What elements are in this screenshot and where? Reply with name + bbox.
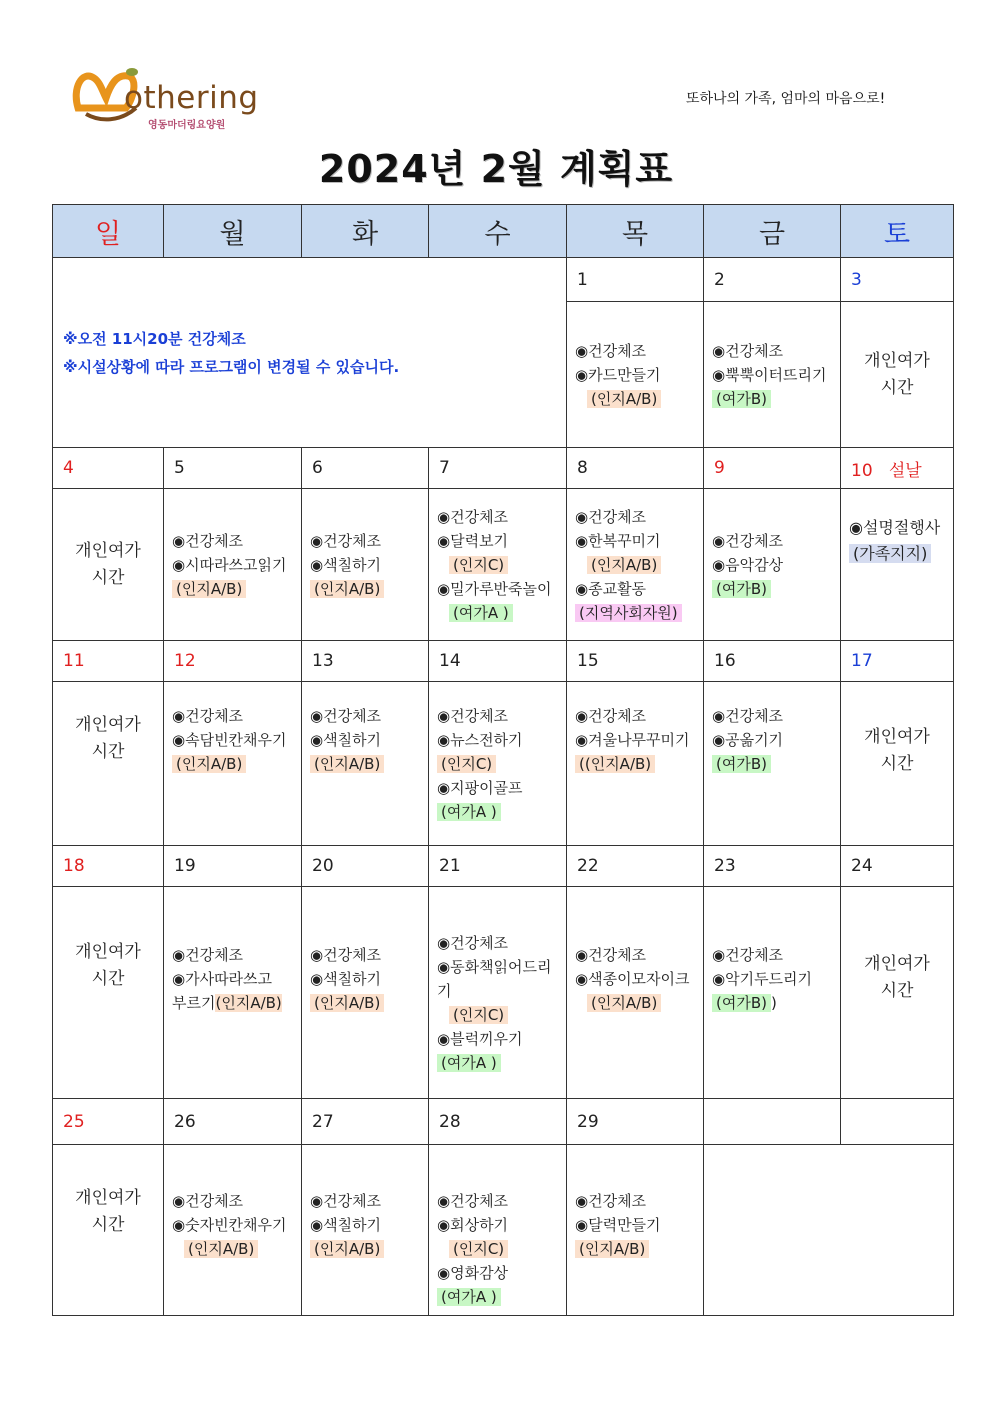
day-number: 8 — [567, 448, 704, 489]
day-number: 6 — [302, 448, 429, 489]
leisure-text: 개인여가 시간 — [75, 540, 141, 588]
weekday-thu: 목 — [567, 205, 704, 258]
week1-number-row — [53, 258, 954, 302]
weekday-header-row — [53, 205, 954, 258]
activity: ◉건강체조 — [437, 707, 509, 725]
weekday-mon: 월 — [164, 205, 302, 258]
activity: ◉색칠하기 — [310, 555, 382, 574]
activity: ◉시따라쓰고읽기 — [172, 555, 287, 574]
day-cell-20 — [302, 887, 429, 1099]
week2-content-row — [53, 489, 954, 641]
category-tag: (여가A ) — [437, 803, 501, 821]
category-tag: (인지A/B) — [575, 1240, 649, 1258]
category-tag: (여가B) — [712, 580, 771, 598]
activity: ◉달력보기 — [437, 531, 509, 550]
activity: ◉건강체조 — [437, 507, 509, 526]
day-cell-12 — [164, 682, 302, 846]
category-tag: (인지A/B) — [587, 390, 661, 408]
day-number: 16 — [704, 641, 841, 682]
activity: ◉건강체조 — [437, 1192, 509, 1210]
day-number: 9 — [704, 448, 841, 489]
activity-cont: 부르기 — [172, 994, 216, 1012]
category-tag: (인지A/B) — [587, 556, 661, 574]
empty-day — [841, 1099, 954, 1145]
activity: ◉밀가루반죽놀이 — [437, 579, 552, 598]
day-cell-15 — [567, 682, 704, 846]
day-cell-6 — [302, 489, 429, 641]
category-tag: (인지A/B) — [310, 994, 384, 1012]
weekday-tue: 화 — [302, 205, 429, 258]
category-tag: (인지A/B) — [310, 580, 384, 598]
category-tag: (인지A/B) — [184, 1240, 258, 1258]
activity: ◉종교활동 — [575, 579, 647, 598]
day-cell-29 — [567, 1145, 704, 1316]
category-tag: (여가B) — [712, 390, 771, 408]
activity: ◉건강체조 — [575, 946, 647, 964]
day-number: 20 — [302, 846, 429, 887]
activity: ◉가사따라쓰고 — [172, 970, 273, 988]
day-number: 3 — [841, 258, 954, 302]
day-cell-28 — [429, 1145, 567, 1316]
notice-line-1: ※오전 11시20분 건강체조 — [63, 329, 246, 348]
day-number: 25 — [53, 1099, 164, 1145]
day-number: 11 — [53, 641, 164, 682]
day-number: 21 — [429, 846, 567, 887]
category-tag: (인지A/B) — [310, 755, 384, 773]
day-cell-25 — [53, 1145, 164, 1316]
activity: ◉건강체조 — [310, 946, 382, 964]
day-number: 17 — [841, 641, 954, 682]
week3-number-row — [53, 641, 954, 682]
activity: ◉건강체조 — [712, 707, 784, 725]
activity: ◉건강체조 — [575, 507, 647, 526]
category-tag: (인지C) — [437, 755, 496, 773]
activity: ◉동화책읽어드리기 — [437, 958, 552, 1000]
week5-number-row — [53, 1099, 954, 1145]
day-cell-16 — [704, 682, 841, 846]
empty-day — [704, 1099, 841, 1145]
day-number-10: 10 — [851, 460, 873, 481]
activity: ◉건강체조 — [172, 707, 244, 725]
day-number: 1 — [567, 258, 704, 302]
day-cell-18 — [53, 887, 164, 1099]
day-cell-8 — [567, 489, 704, 641]
page-title: 2024년 2월 계획표 — [318, 147, 674, 191]
week4-content-row — [53, 887, 954, 1099]
activity: ◉건강체조 — [712, 341, 784, 360]
activity: ◉건강체조 — [310, 531, 382, 550]
day-number: 7 — [429, 448, 567, 489]
category-tag: (여가B) — [712, 755, 771, 773]
activity: ◉한복꾸미기 — [575, 531, 661, 550]
activity: ◉색종이모자이크 — [575, 970, 690, 988]
category-tag: (인지A/B) — [172, 580, 246, 598]
category-tag: (인지A/B) — [215, 994, 282, 1012]
leisure-text: 개인여가 시간 — [75, 1188, 141, 1235]
activity: ◉건강체조 — [575, 1192, 647, 1210]
day-cell-26 — [164, 1145, 302, 1316]
day-cell-3 — [841, 302, 954, 448]
activity: ◉건강체조 — [310, 1192, 382, 1210]
day-number: 23 — [704, 846, 841, 887]
leisure-text: 개인여가 시간 — [864, 727, 930, 774]
day-number: 4 — [53, 448, 164, 489]
week3-content-row — [53, 682, 954, 846]
activity: ◉건강체조 — [172, 531, 244, 550]
activity: ◉건강체조 — [310, 707, 382, 725]
leisure-text: 개인여가 시간 — [75, 715, 141, 762]
day-number: 26 — [164, 1099, 302, 1145]
activity: ◉색칠하기 — [310, 731, 382, 749]
activity: ◉건강체조 — [172, 946, 244, 964]
activity: ◉건강체조 — [575, 341, 647, 360]
logo — [72, 64, 292, 134]
category-tag: (지역사회자원) — [575, 604, 682, 622]
day-cell-21 — [429, 887, 567, 1099]
day-cell-4 — [53, 489, 164, 641]
activity: ◉건강체조 — [437, 934, 509, 952]
category-tag: (여가A ) — [437, 1288, 501, 1306]
calendar-table — [52, 204, 954, 1316]
category-tag: (가족지지) — [849, 544, 931, 563]
day-cell-7 — [429, 489, 567, 641]
weekday-wed: 수 — [429, 205, 567, 258]
logo-subtitle: 영동마더링요양원 — [148, 120, 226, 131]
activity: ◉공옮기기 — [712, 731, 784, 749]
empty-cell — [704, 1145, 954, 1316]
notice-cell — [53, 258, 567, 448]
category-tag: (인지A/B) — [587, 994, 661, 1012]
day-cell-14 — [429, 682, 567, 846]
activity: ◉달력만들기 — [575, 1216, 661, 1234]
activity: ◉지팡이골프 — [437, 779, 523, 797]
holiday-label: 설날 — [888, 460, 922, 481]
category-tag: ((인지A/B) — [575, 755, 655, 773]
leisure-text: 개인여가 시간 — [864, 350, 930, 398]
day-cell-11 — [53, 682, 164, 846]
activity: ◉음악감상 — [712, 555, 784, 574]
activity: ◉설명절행사 — [849, 518, 941, 537]
day-number: 15 — [567, 641, 704, 682]
day-number: 27 — [302, 1099, 429, 1145]
weekday-sun: 일 — [53, 205, 164, 258]
day-cell-5 — [164, 489, 302, 641]
activity: ◉뉴스전하기 — [437, 731, 523, 749]
activity: ◉색칠하기 — [310, 1216, 382, 1234]
stray-paren: ) — [770, 994, 777, 1012]
day-number: 2 — [704, 258, 841, 302]
day-number: 22 — [567, 846, 704, 887]
category-tag: (여가B) — [712, 994, 771, 1012]
activity: ◉건강체조 — [575, 707, 647, 725]
day-cell-23 — [704, 887, 841, 1099]
day-number: 24 — [841, 846, 954, 887]
activity: ◉영화감상 — [437, 1264, 509, 1282]
day-cell-2 — [704, 302, 841, 448]
activity: ◉회상하기 — [437, 1216, 509, 1234]
day-cell-1 — [567, 302, 704, 448]
day-cell-24 — [841, 887, 954, 1099]
activity: ◉건강체조 — [172, 1192, 244, 1210]
day-number: 13 — [302, 641, 429, 682]
day-number: 5 — [164, 448, 302, 489]
activity: ◉건강체조 — [712, 946, 784, 964]
leisure-text: 개인여가 시간 — [864, 954, 930, 1001]
day-number: 12 — [164, 641, 302, 682]
day-number: 28 — [429, 1099, 567, 1145]
activity: ◉색칠하기 — [310, 970, 382, 988]
activity: ◉속담빈칸채우기 — [172, 731, 287, 749]
weekday-sat: 토 — [841, 205, 954, 258]
category-tag: (인지C) — [449, 1240, 508, 1258]
slogan: 또하나의 가족, 엄마의 마음으로! — [686, 91, 886, 107]
category-tag: (여가A ) — [449, 604, 513, 622]
week2-number-row — [53, 448, 954, 489]
logo-word: othering — [124, 80, 259, 116]
day-cell-13 — [302, 682, 429, 846]
category-tag: (인지C) — [449, 1006, 508, 1024]
category-tag: (인지C) — [449, 556, 508, 574]
week5-content-row — [53, 1145, 954, 1316]
weekday-fri: 금 — [704, 205, 841, 258]
day-cell-17 — [841, 682, 954, 846]
week4-number-row — [53, 846, 954, 887]
leisure-text: 개인여가 시간 — [75, 942, 141, 989]
activity: ◉카드만들기 — [575, 365, 661, 384]
activity: ◉악기두드리기 — [712, 970, 813, 988]
day-number: 14 — [429, 641, 567, 682]
activity: ◉숫자빈칸채우기 — [172, 1216, 287, 1234]
day-cell-27 — [302, 1145, 429, 1316]
activity: ◉블럭끼우기 — [437, 1030, 523, 1048]
activity: ◉겨울나무꾸미기 — [575, 731, 690, 749]
category-tag: (인지A/B) — [172, 755, 246, 773]
category-tag: (인지A/B) — [310, 1240, 384, 1258]
day-cell-19 — [164, 887, 302, 1099]
activity: ◉뿍뿍이터뜨리기 — [712, 365, 827, 384]
day-cell-22 — [567, 887, 704, 1099]
day-number — [841, 448, 954, 489]
day-cell-10 — [841, 489, 954, 641]
day-number: 19 — [164, 846, 302, 887]
notice-line-2: ※시설상황에 따라 프로그램이 변경될 수 있습니다. — [63, 357, 400, 376]
day-cell-9 — [704, 489, 841, 641]
day-number: 18 — [53, 846, 164, 887]
day-number: 29 — [567, 1099, 704, 1145]
activity: ◉건강체조 — [712, 531, 784, 550]
category-tag: (여가A ) — [437, 1054, 501, 1072]
